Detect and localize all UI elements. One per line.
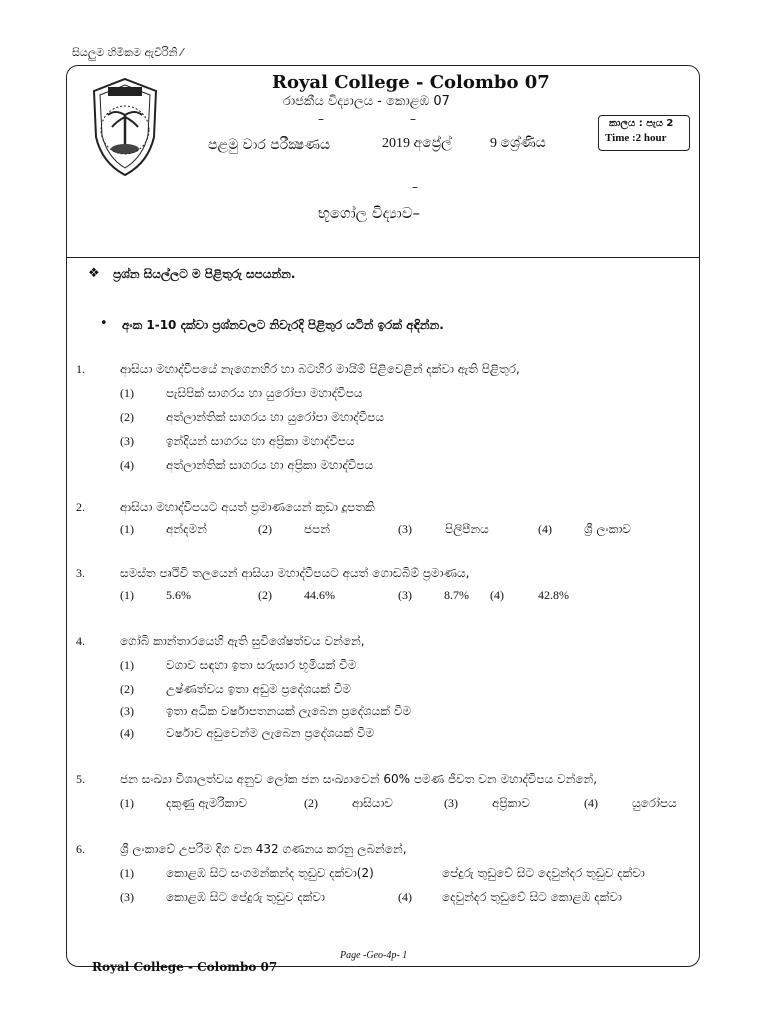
option-number: (3) (444, 796, 458, 810)
question-number: 5. (76, 772, 85, 786)
option-text[interactable]: ජපන් (304, 522, 330, 536)
option-number: (1) (120, 386, 134, 400)
question-text: ශ්‍රී ලංකාවේ උපරිම දිග වන 432 ගණනය කරනු ලබන්නේ, (120, 842, 407, 856)
option-number: (3) (120, 890, 134, 904)
option-number: (4) (584, 796, 598, 810)
subject-dash: – (412, 180, 418, 194)
exam-grade: 9 ශ්‍රේණිය (490, 136, 546, 151)
option-number: (1) (120, 522, 134, 536)
option-text[interactable]: වගාව සඳහා ඉතා සරුසාර භූමියක් වීම (166, 658, 357, 672)
time-label-sinhala: කාලය : පැය 2 (609, 118, 674, 129)
school-crest-logo (88, 75, 162, 181)
question-number: 6. (76, 842, 85, 856)
option-text[interactable]: 44.6% (304, 588, 335, 602)
option-text[interactable]: යුරෝපය (632, 796, 677, 810)
option-text[interactable]: කොළඹ සිට පේදුරු තුඩුව දක්වා (166, 890, 325, 904)
option-number: (3) (398, 588, 412, 602)
option-number: (1) (120, 796, 134, 810)
question-number: 3. (76, 566, 85, 580)
question-number: 4. (76, 634, 85, 648)
exam-date: 2019 අප්‍රේල් (382, 136, 452, 151)
option-number: (2) (258, 588, 272, 602)
header-dash-1: – (318, 112, 324, 126)
option-text[interactable]: ඉන්දියන් සාගරය හා අප්‍රිකා මහාද්වීපය (166, 434, 355, 448)
option-text[interactable]: 8.7% (444, 588, 469, 602)
exam-frame (66, 65, 700, 967)
question-text: ගෝබි කාන්තාරයෙහි ඇති සුවිශේෂත්වය වන්නේ, (120, 634, 365, 648)
instruction-main: ප්‍රශ්න සියල්ලට ම පිළිතුරු සපයන්න. (113, 267, 296, 281)
question-text: ජන සංඛ්‍යා විශාලත්වය අනුව ලෝක ජන සංඛ්‍යාවෙන් 60% පමණ ජීවත වන මහාද්වීපය වන්නේ, (120, 772, 598, 786)
option-number: (2) (120, 410, 134, 424)
option-number: (3) (398, 522, 412, 536)
school-name-sinhala: රාජකීය විද්‍යාලය - කොළඹ 07 (283, 94, 450, 109)
option-number: (2) (120, 682, 134, 696)
instruction-sub-bullet-icon: • (100, 316, 108, 331)
option-number: (1) (120, 588, 134, 602)
time-label-english: Time :2 hour (605, 132, 667, 144)
option-text[interactable]: අත්ලාන්තික් සාගරය හා යුරෝපා මහාද්වීපය (166, 410, 384, 424)
header-divider (66, 257, 700, 258)
option-text[interactable]: අප්‍රිකාව (492, 796, 530, 810)
exam-term: පළමු වාර පරීක්‍ෂණය (208, 137, 331, 153)
option-text[interactable]: පිලිපීනය (445, 522, 489, 536)
option-text[interactable]: පැසිපික් සාගරය හා යුරෝපා මහාද්වීපය (166, 386, 363, 400)
option-text[interactable]: ශ්‍රී ලංකාව (584, 522, 631, 536)
question-text: ආසියා මහාද්වීපයට අයත් ප්‍රමාණයෙන් කුඩා දූපතකි (120, 500, 375, 514)
option-number: (4) (120, 458, 134, 472)
footer-school-name: Royal College - Colombo 07 (92, 960, 278, 974)
option-number: (4) (398, 890, 412, 904)
option-text[interactable]: වර්ෂාව අඩුවෙන්ම ලැබෙන ප්‍රදේශයක් වීම (166, 726, 375, 740)
question-number: 2. (76, 500, 85, 514)
instruction-sub: අංක 1-10 දක්වා ප්‍රශ්නවලට නිවැරදි පිළිතුර යටින් ඉරක් අඳින්න. (122, 318, 444, 332)
header-dash-2: – (410, 112, 416, 126)
question-number: 1. (76, 362, 85, 376)
option-text[interactable]: දෙවුන්දර තුඩුවේ සිට කොළඹ දක්වා (442, 890, 622, 904)
option-number: (3) (120, 704, 134, 718)
option-text[interactable]: ඉතා අධික වර්ෂාපතනයක් ලැබෙන ප්‍රදේශයක් වීම (166, 704, 412, 718)
option-text[interactable]: 42.8% (538, 588, 569, 602)
question-text: සමස්ත පෘථිවි තලයෙන් ආසියා මහාද්වීපයට අයත් ගොඩබිම් ප්‍රමාණය, (120, 566, 470, 580)
option-number: (4) (120, 726, 134, 740)
option-number: (4) (538, 522, 552, 536)
option-number: (3) (120, 434, 134, 448)
school-name-english: Royal College - Colombo 07 (272, 72, 550, 93)
option-text[interactable]: දකුණු ඇමරිකාව (166, 796, 247, 810)
option-number: (1) (120, 866, 134, 880)
question-text: ආසියා මහාද්වීපයේ නැගෙනහිර හා බටහිර මායිම් පිළිවෙළින් දක්වා ඇති පිළිතුර, (120, 362, 520, 376)
subject-title: භූගෝල විද්‍යාව– (318, 204, 421, 222)
copyright-note: සියලුම හිමිකම ඇවිරිනි ⁄ (72, 46, 183, 59)
option-text[interactable]: ආසියාව (352, 796, 393, 810)
option-number: (4) (490, 588, 504, 602)
option-text[interactable]: පේදුරු තුඩුවේ සිට දෙවුන්දර තුඩුව දක්වා (442, 866, 645, 880)
option-number: (2) (258, 522, 272, 536)
option-text[interactable]: අත්ලාන්තික් සාගරය හා අප්‍රිකා මහාද්වීපය (166, 458, 374, 472)
option-number: (2) (304, 796, 318, 810)
option-text[interactable]: කොළඹ සිට සංගමන්කන්ද තුඩුව දක්වා(2) (166, 866, 374, 880)
option-text[interactable]: අන්දමන් (166, 522, 207, 536)
option-text[interactable]: 5.6% (166, 588, 191, 602)
page-number: Page -Geo-4p- 1 (340, 950, 408, 961)
instruction-bullet-icon: ❖ (88, 266, 100, 281)
option-text[interactable]: උෂ්ණත්වය ඉතා අඩුම ප්‍රදේශයක් වීම (166, 682, 351, 696)
option-number: (1) (120, 658, 134, 672)
